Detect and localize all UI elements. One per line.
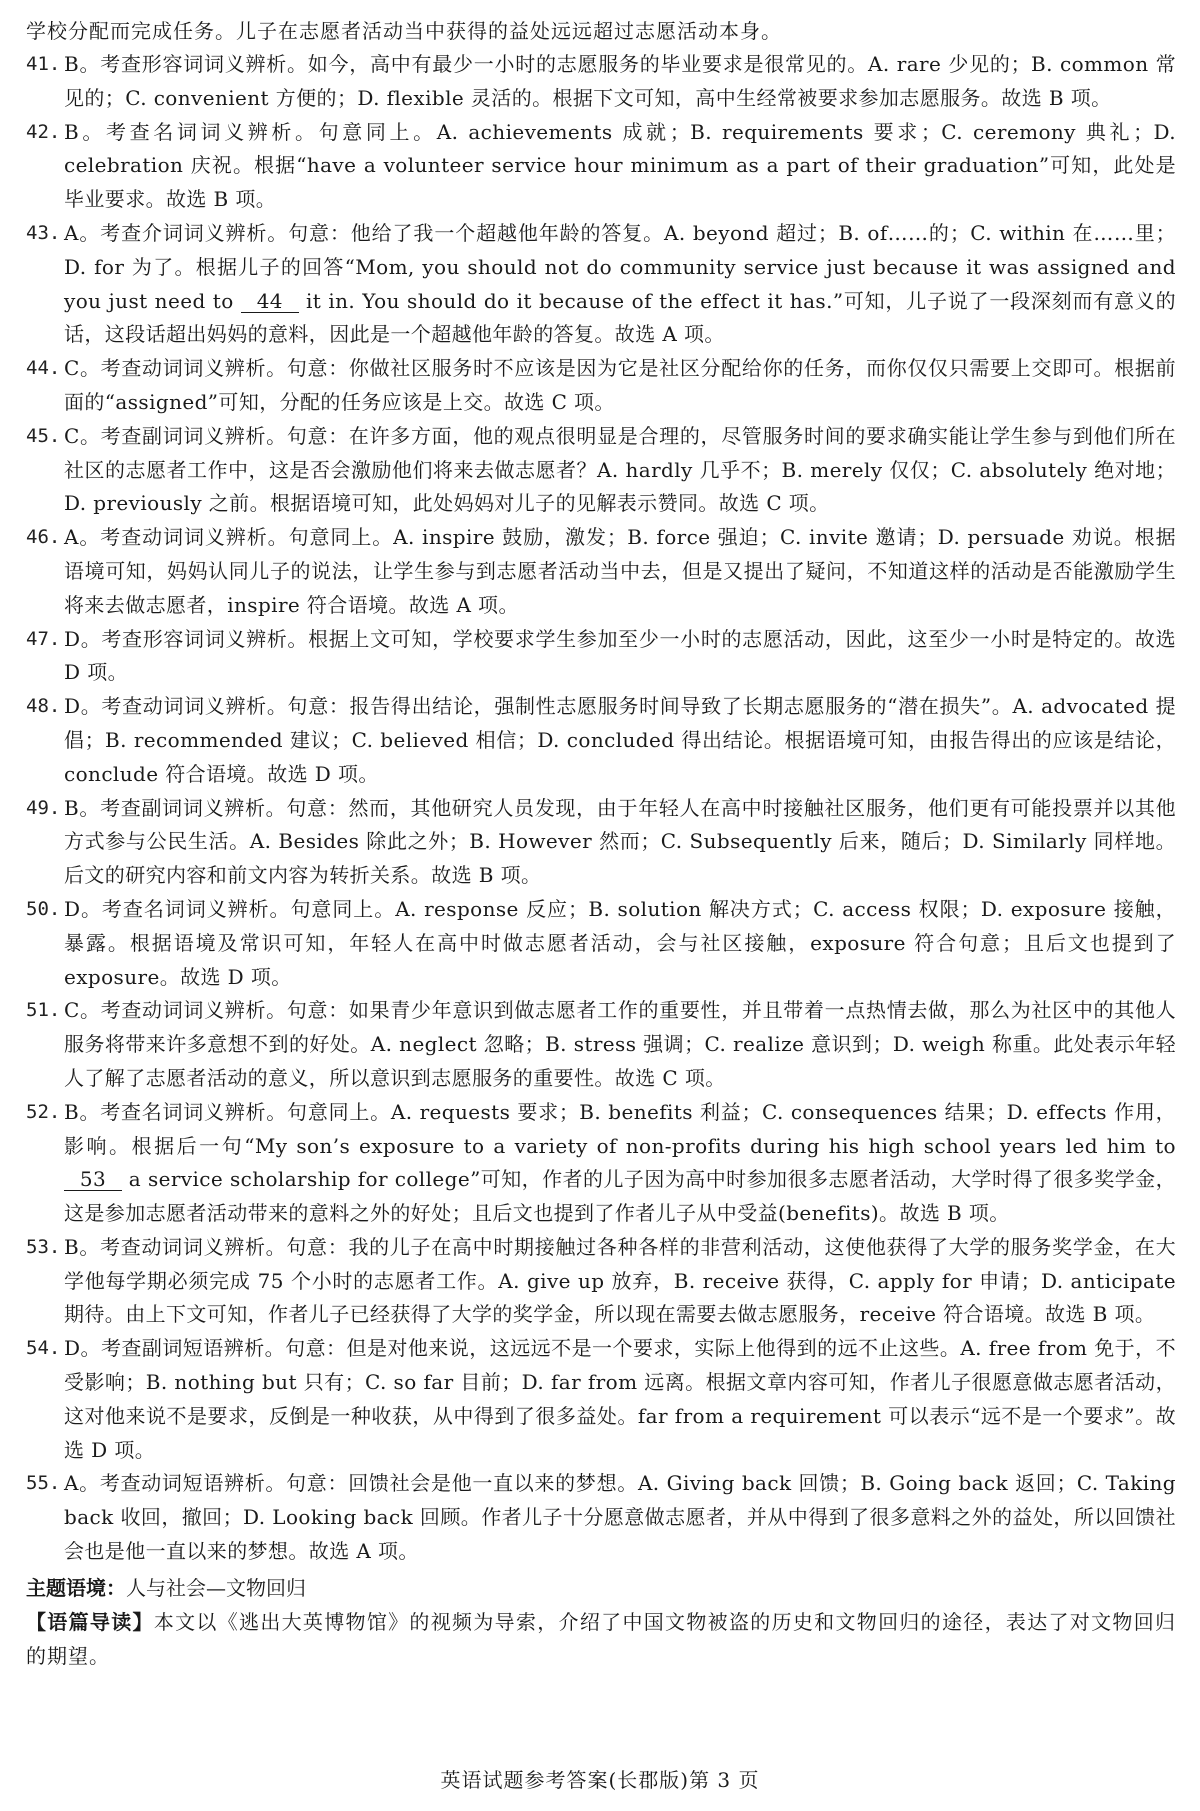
answer-item — [26, 994, 1176, 1095]
answer-item — [26, 690, 1176, 791]
answer-item — [26, 1467, 1176, 1568]
page-footer: 英语试题参考答案(长郡版)第 3 页 — [440, 1768, 760, 1792]
answer-explanation: D。考查名词词义辨析。句意同上。A. response 反应；B. solution 解决方式；C. access 权限；D. exposure 接触，暴露。根据语境及常识可知，年轻人在高中时做志愿者活动，会与社区接触，exposure 符合句意；且后文也提到了 exposure。故选 D 项。 — [64, 896, 1176, 989]
theme-line — [26, 1571, 1176, 1605]
answer-number: 50. — [26, 897, 61, 920]
theme-label: 主题语境： — [26, 1575, 126, 1600]
blank-number: 53 — [64, 1168, 122, 1191]
answer-number: 42. — [26, 120, 61, 143]
answer-number: 54. — [26, 1337, 61, 1360]
answer-number: 49. — [26, 796, 61, 819]
answer-explanation: B。考查副词词义辨析。句意：然而，其他研究人员发现，由于年轻人在高中时接触社区服务，他们更有可能投票并以其他方式参与公民生活。A. Besides 除此之外；B. However 然而；C. Subsequently 后来，随后；D. Similarly 同样地。后文的研究内容和前文内容为转折关系。故选 B 项。 — [64, 795, 1176, 888]
answer-item — [26, 217, 1176, 352]
answer-explanation: D。考查形容词词义辨析。根据上文可知，学校要求学生参加至少一小时的志愿活动，因此，这至少一小时是特定的。故选 D 项。 — [64, 626, 1176, 685]
answer-explanation: B。考查形容词词义辨析。如今，高中有最少一小时的志愿服务的毕业要求是很常见的。A. rare 少见的；B. common 常见的；C. convenient 方便的；D. flexible 灵活的。根据下文可知，高中生经常被要求参加志愿服务。故选 B 项。 — [64, 52, 1176, 110]
answer-number: 47. — [26, 627, 61, 650]
answer-item — [26, 792, 1176, 893]
answer-item — [26, 623, 1176, 691]
answer-item — [26, 1332, 1176, 1467]
answer-explanation: C。考查动词词义辨析。句意：你做社区服务时不应该是因为它是社区分配给你的任务，而你仅仅只需要上交即可。根据前面的“assigned”可知，分配的任务应该是上交。故选 C 项。 — [64, 356, 1176, 414]
answer-item — [26, 1231, 1176, 1332]
intro-line: 学校分配而完成任务。儿子在志愿者活动当中获得的益处远远超过志愿活动本身。 — [26, 19, 782, 43]
passage-guide — [26, 1605, 1176, 1673]
explanation-text: B。考查名词词义辨析。句意同上。A. requests 要求；B. benefits 利益；C. consequences 结果；D. effects 作用，影响。根据后一句“My son’s exposure to a variety of non-profits during his high school years led him to — [64, 1099, 1176, 1158]
answer-explanation: A。考查动词词义辨析。句意同上。A. inspire 鼓励，激发；B. force 强迫；C. invite 邀请；D. persuade 劝说。根据语境可知，妈妈认同儿子的说法，让学生参与到志愿者活动当中去，但是又提出了疑问，不知道这样的活动是否能激励学生将来去做志愿者，inspire 符合语境。故选 A 项。 — [64, 525, 1176, 617]
answer-number: 52. — [26, 1100, 61, 1123]
answer-explanation: C。考查副词词义辨析。句意：在许多方面，他的观点很明显是合理的，尽管服务时间的要求确实能让学生参与到他们所在社区的志愿者工作中，这是否会激励他们将来去做志愿者？A. hardly 几乎不；B. merely 仅仅；C. absolutely 绝对地；D. previously 之前。根据语境可知，此处妈妈对儿子的见解表示赞同。故选 C 项。 — [64, 423, 1176, 516]
explanation-text: it in. You should do it because of the effect it has.”可知，儿子说了一段深刻而有意义的话，这段话超出妈妈的意料，因此是一个超越他年龄的答复。故选 A 项。 — [64, 288, 1176, 347]
guide-text: 本文以《逃出大英博物馆》的视频为导索，介绍了中国文物被盗的历史和文物回归的途径，表达了对文物回归的期望。 — [26, 1609, 1177, 1668]
answer-number: 53. — [26, 1235, 61, 1258]
answer-explanation: A。考查动词短语辨析。句意：回馈社会是他一直以来的梦想。A. Giving back 回馈；B. Going back 返回；C. Taking back 收回，撤回；D. Looking back 回顾。作者儿子十分愿意做志愿者，并从中得到了很多意料之外的益处，所以回馈社会也是他一直以来的梦想。故选 A 项。 — [64, 1471, 1176, 1564]
answer-number: 43. — [26, 221, 61, 244]
theme-value: 人与社会—文物回归 — [126, 1575, 306, 1600]
answer-number: 46. — [26, 526, 61, 549]
answer-explanation — [64, 217, 1176, 352]
answer-number: 44. — [26, 357, 61, 380]
answer-item — [26, 116, 1176, 217]
answer-item — [26, 48, 1176, 116]
answer-number: 48. — [26, 695, 61, 718]
answer-number: 51. — [26, 999, 61, 1022]
answer-explanation: B。考查动词词义辨析。句意：我的儿子在高中时期接触过各种各样的非营利活动，这使他获得了大学的服务奖学金，在大学他每学期必须完成 75 个小时的志愿者工作。A. give up 放弃，B. receive 获得，C. apply for 申请；D. anticipate 期待。由上下文可知，作者儿子已经获得了大学的奖学金，所以现在需要去做志愿服务，receive 符合语境。故选 B 项。 — [64, 1234, 1176, 1327]
answer-item — [26, 521, 1176, 622]
answer-number: 41. — [26, 53, 61, 75]
answer-item — [26, 893, 1176, 994]
answer-explanation — [64, 1096, 1176, 1231]
answer-number: 55. — [26, 1472, 61, 1495]
answer-explanation: B。考查名词词义辨析。句意同上。A. achievements 成就；B. requirements 要求；C. ceremony 典礼；D. celebration 庆祝。根据“have a volunteer service hour minimum as a part of their graduation”可知，此处是毕业要求。故选 B 项。 — [64, 119, 1176, 212]
answer-list — [26, 48, 1176, 1569]
blank-number: 44 — [241, 290, 299, 313]
answer-explanation: D。考查副词短语辨析。句意：但是对他来说，这远远不是一个要求，实际上他得到的远不止这些。A. free from 免于，不受影响；B. nothing but 只有；C. so far 目前；D. far from 远离。根据文章内容可知，作者儿子很愿意做志愿者活动，这对他来说不是要求，反倒是一种收获，从中得到了很多益处。far from a requirement 可以表示“远不是一个要求”。故选 D 项。 — [64, 1336, 1176, 1462]
explanation-text: a service scholarship for college”可知，作者的儿子因为高中时参加很多志愿者活动，大学时得了很多奖学金，这是参加志愿者活动带来的意料之外的好处；且后文也提到了作者儿子从中受益(benefits)。故选 B 项。 — [64, 1167, 1176, 1226]
answer-page — [26, 14, 1176, 1673]
answer-explanation: C。考查动词词义辨析。句意：如果青少年意识到做志愿者工作的重要性，并且带着一点热情去做，那么为社区中的其他人服务将带来许多意想不到的好处。A. neglect 忽略；B. stress 强调；C. realize 意识到；D. weigh 称重。此处表示年轻人了解了志愿者活动的意义，所以意识到志愿服务的重要性。故选 C 项。 — [64, 998, 1176, 1090]
answer-item — [26, 352, 1176, 420]
answer-item — [26, 1096, 1176, 1231]
explanation-text: A。考查介词词义辨析。句意：他给了我一个超越他年龄的答复。A. beyond 超过；B. of……的；C. within 在……里；D. for 为了。根据儿子的回答“Mom, you should not do community service just because it was assigned and you just need to — [64, 220, 1176, 313]
answer-item — [26, 420, 1176, 521]
answer-explanation: D。考查动词词义辨析。句意：报告得出结论，强制性志愿服务时间导致了长期志愿服务的“潜在损失”。A. advocated 提倡；B. recommended 建议；C. believed 相信；D. concluded 得出结论。根据语境可知，由报告得出的应该是结论，conclude 符合语境。故选 D 项。 — [64, 694, 1176, 786]
guide-label: 【语篇导读】 — [26, 1609, 154, 1634]
answer-number: 45. — [26, 424, 61, 447]
